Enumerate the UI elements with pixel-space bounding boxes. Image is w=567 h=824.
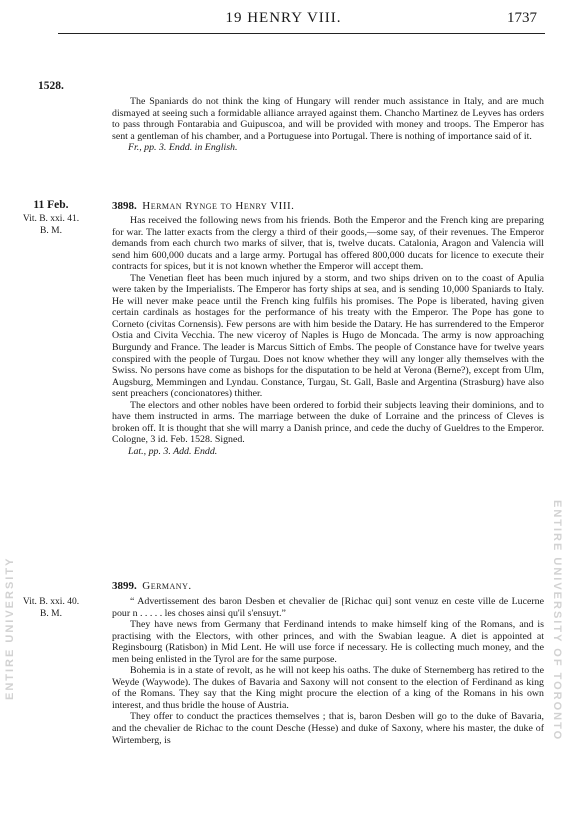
entry-3898-source: Lat., pp. 3. Add. Endd. [128, 445, 218, 457]
entry-3899-heading [112, 580, 544, 592]
running-title: 19 HENRY VIII. [225, 10, 342, 26]
header-rule [58, 33, 545, 34]
entry-3898-ref: Vit. B. xxi. 41. [22, 214, 80, 224]
year-label: 1528. [38, 80, 64, 92]
entry-3898-margin [0, 199, 102, 237]
entry-3899-paragraph: “ Advertissement des baron Desben et chevalier de [Richac qui] sont venuz en ceste ville de Lucerne pour n . . . . . les choses ainsi qu'il s'ensuyt.” [112, 596, 544, 619]
entry-3898-title: Herman Rynge to Henry VIII. [142, 200, 295, 212]
entry-3898-paragraph: The Venetian fleet has been much injured by a storm, and two ships driven on to the coast of Apulia were taken by the Imperialists. The Emperor has forty ships at sea, and is sending 10,000 Spaniards to Italy. He will never make peace until the French king fulfils his promises. The Pope is liberated, having given certain cardinals as hostages for the performance of his treaty with the Emperor. The Pope has gone to Corneto (civitas Cornensis). Few persons are with him beside the Datary. He has surrendered to the Emperor Ostia and Civita Vecchia. The new viceroy of Naples is Hugo de Moncada. The army is now approaching Burgundy and France. The leader is Marcus Sittich of Embs. The people of Constance have for twelve years conspired with the people of Turgau. Does not know whether they will any longer ally themselves with the Swiss. No persons have come as bishops for the disputation to be held at Verona (Berne?), except from Ulm, Augsburg, Memmingen and Lyndau. Constance, Turgau, St. Gall, Basle and Argentina (Strasburg) have also sent preachers (concionatores) thither. [112, 272, 544, 400]
entry-3899-paragraph: They offer to conduct the practices themselves ; that is, baron Desben will go to the duke of Bavaria, and the chevalier de Richac to the count Desche (Hesse) and duke of Saxony, where his master, the duke of Wirtemberg, is [112, 711, 544, 746]
entry-3899-ref: Vit. B. xxi. 40. [22, 597, 80, 607]
entry-3898-paragraph: Has received the following news from his friends. Both the Emperor and the French king are preparing for war. The latter exacts from the clergy a third of their goods,—some say, of their revenues. The Emperor demands from each church two marks of silver, that is, twelve ducats. Catalonia, Aragon and Valencia will send him 600,000 ducats and a large army. Portugal has offered 800,000 ducats for licence to execute their contracts for spices, but it is not known whether the Emperor will accept them. [112, 215, 544, 273]
entry-3899-paragraph: They have news from Germany that Ferdinand intends to make himself king of the Romans, and is practising with the Electors, with other princes, and with the Swabian league. A diet is appointed at Reginsbourg (Ratisbon) in Mid Lent. He will use force if necessary. He is collecting much money, and the men being enlisted in the Tyrol are for the same purpose. [112, 619, 544, 665]
page-header [0, 8, 567, 30]
entry-3898-body [112, 215, 544, 457]
entry-prev-source: Fr., pp. 3. Endd. in English. [128, 142, 238, 154]
entry-3898-paragraph: The electors and other nobles have been ordered to forbid their subjects leaving their dominions, and to have them instructed in arms. The marriage between the duke of Lorraine and the princess of Cleves is broken off. It is thought that she will marry a Danish prince, and cede the duchy of Gueldres to the Emperor. Cologne, 3 id. Feb. 1528. Signed. [112, 399, 544, 446]
entry-3899-ref-bm: B. M. [40, 609, 62, 619]
entry-prev-body [112, 96, 544, 154]
entry-3898-date: 11 Feb. [33, 199, 69, 211]
entry-3899-paragraph: Bohemia is in a state of revolt, as he will not keep his oaths. The duke of Sternemberg has retired to the Weyde (Waywode). The dukes of Bavaria and Saxony will not consent to the election of Ferdinand as king of the Romans. They say that the King might procure the election of a king of the Romans in his own interest, and thus bridle the house of Austria. [112, 665, 544, 711]
entry-3898-ref-bm: B. M. [40, 226, 62, 236]
entry-prev-paragraph: The Spaniards do not think the king of Hungary will render much assistance in Italy, and are much dismayed at seeing such a formidable alliance arrayed against them. Chancho Martinez de Leyves has orders to pass through Fontarabia and Guipuscoa, and will be provided with money and troops. The Emperor has sent a gentleman of his chamber, and a Portuguese into Portugal. There is nothing of importance said of it. [112, 96, 544, 142]
page-number: 1737 [507, 10, 537, 26]
entry-3898-number: 3898. [112, 200, 137, 212]
entry-3899-number: 3899. [112, 580, 137, 592]
entry-3898-heading [112, 200, 544, 212]
entry-3899-body [112, 596, 544, 746]
watermark-left: ENTIRE UNIVERSITY [4, 556, 16, 700]
entry-3899-title: Germany. [142, 580, 192, 592]
watermark-right: ENTIRE UNIVERSITY OF TORONTO [551, 500, 563, 742]
